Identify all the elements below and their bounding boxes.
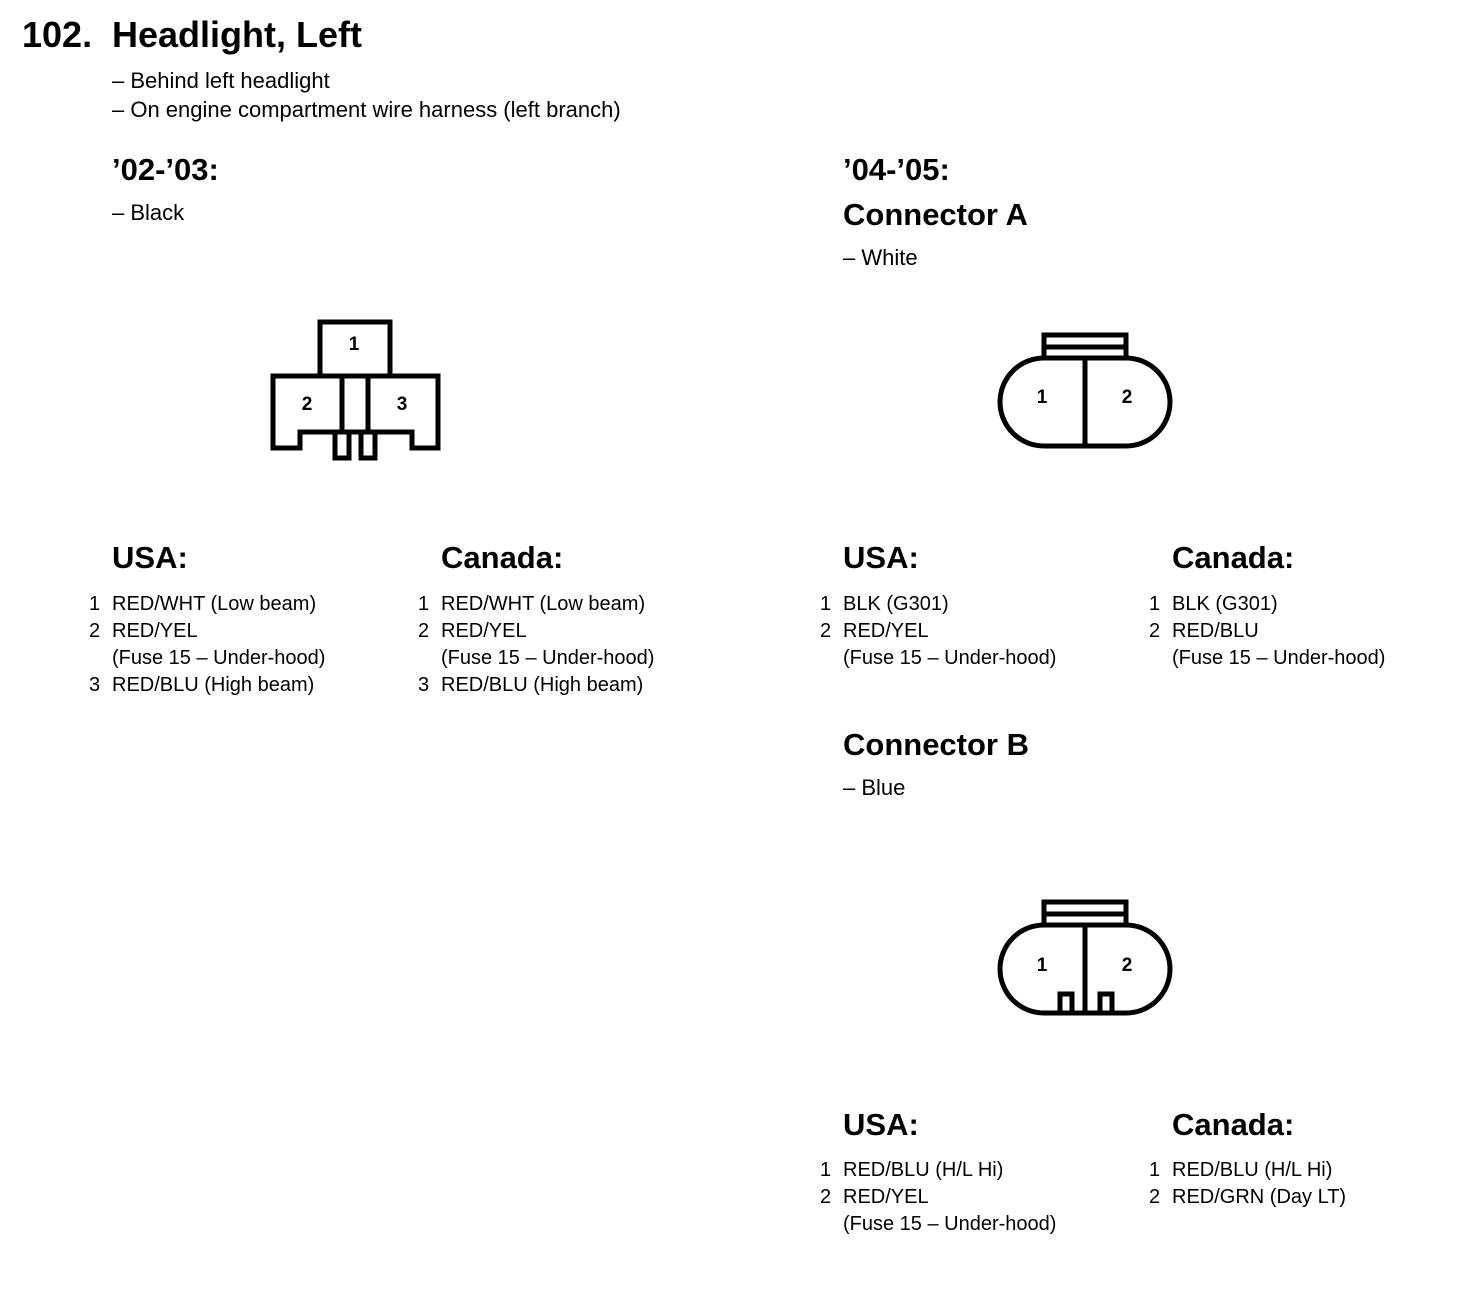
region-heading-canada: Canada: xyxy=(1172,1107,1295,1142)
pin-wire: RED/YEL xyxy=(843,1186,929,1208)
pin-number: 1 xyxy=(418,593,430,615)
location-line-1: – Behind left headlight xyxy=(112,68,330,93)
connector-diagram-0203 xyxy=(262,312,452,472)
pin-row xyxy=(1149,591,1385,618)
pin-number: 2 xyxy=(820,1186,832,1208)
pin-list-usa-0203 xyxy=(89,591,326,699)
connector-b-color: – Blue xyxy=(843,775,906,800)
pin-label: 2 xyxy=(301,394,313,415)
pin-row xyxy=(89,591,325,618)
region-heading-canada: Canada: xyxy=(441,540,564,575)
pin-number: 2 xyxy=(1149,620,1161,642)
pin-row xyxy=(89,618,326,672)
connector-b-diagram xyxy=(990,892,1180,1022)
pin-wire: RED/WHT (Low beam) xyxy=(112,593,317,615)
pin-label: 1 xyxy=(1036,955,1048,976)
years-heading-0405: ’04-’05: xyxy=(843,152,950,187)
pin-wire: RED/WHT (Low beam) xyxy=(441,593,646,615)
region-heading-usa: USA: xyxy=(843,540,919,575)
pin-wire: BLK (G301) xyxy=(1172,593,1278,615)
pin-wire: RED/BLU (H/L Hi) xyxy=(1172,1159,1333,1181)
pin-wire: RED/BLU (High beam) xyxy=(441,674,644,696)
pin-number: 1 xyxy=(89,593,101,615)
latch-tab xyxy=(335,432,349,458)
pin-wire: RED/YEL xyxy=(112,620,198,642)
connector-a-title: Connector A xyxy=(843,197,1028,232)
location-line-2: – On engine compartment wire harness (left branch) xyxy=(112,97,621,122)
pin-number: 2 xyxy=(418,620,430,642)
pin-list-canada-connector-b xyxy=(1149,1157,1347,1211)
page-title: Headlight, Left xyxy=(112,14,362,55)
pin-row xyxy=(418,672,654,699)
connector-a-diagram xyxy=(990,325,1180,455)
region-heading-canada: Canada: xyxy=(1172,540,1295,575)
pin-wire: RED/BLU (High beam) xyxy=(112,674,315,696)
pin-row xyxy=(418,618,655,672)
pin-list-canada-0203 xyxy=(418,591,655,699)
pin-number: 3 xyxy=(418,674,430,696)
pin-row xyxy=(820,1184,1057,1238)
pin-note: (Fuse 15 – Under-hood) xyxy=(112,647,326,669)
pin-note: (Fuse 15 – Under-hood) xyxy=(843,647,1057,669)
pin-note: (Fuse 15 – Under-hood) xyxy=(1172,647,1386,669)
pin-number: 3 xyxy=(89,674,101,696)
region-heading-usa: USA: xyxy=(843,1107,919,1142)
pin-number: 1 xyxy=(820,593,832,615)
pin-wire: RED/BLU xyxy=(1172,620,1259,642)
pin-number: 1 xyxy=(820,1159,832,1181)
pin-row xyxy=(418,591,654,618)
connector-a-color: – White xyxy=(843,245,918,270)
pin-row xyxy=(1149,1157,1346,1184)
pin-note: (Fuse 15 – Under-hood) xyxy=(441,647,655,669)
pin-row xyxy=(1149,618,1386,672)
pin-wire: RED/YEL xyxy=(441,620,527,642)
pin-label: 1 xyxy=(1036,387,1048,408)
pin-wire: RED/GRN (Day LT) xyxy=(1172,1186,1347,1208)
pin-number: 2 xyxy=(820,620,832,642)
pin-wire: RED/YEL xyxy=(843,620,929,642)
connector-color-0203: – Black xyxy=(112,200,185,225)
connector-body xyxy=(273,376,438,448)
pin-list-usa-connector-b xyxy=(820,1157,1057,1238)
pin-row xyxy=(820,591,1056,618)
pin-wire: BLK (G301) xyxy=(843,593,949,615)
pin-note: (Fuse 15 – Under-hood) xyxy=(843,1213,1057,1235)
region-heading-usa: USA: xyxy=(112,540,188,575)
pin-wire: RED/BLU (H/L Hi) xyxy=(843,1159,1004,1181)
pin-number: 1 xyxy=(1149,1159,1161,1181)
pin-row xyxy=(89,672,325,699)
pin-number: 2 xyxy=(89,620,101,642)
years-heading-0203: ’02-’03: xyxy=(112,152,219,187)
pin-row xyxy=(1149,1184,1347,1211)
pin-row xyxy=(820,618,1057,672)
pin-list-usa-connector-a xyxy=(820,591,1057,672)
page-number: 102. xyxy=(22,14,93,55)
pin-list-canada-connector-a xyxy=(1149,591,1386,672)
pin-number: 1 xyxy=(1149,593,1161,615)
latch-tab xyxy=(361,432,375,458)
pin-label: 2 xyxy=(1121,387,1133,408)
pin-row xyxy=(820,1157,1056,1184)
pin-label: 3 xyxy=(396,394,408,415)
pin-label: 1 xyxy=(348,334,360,355)
pin-label: 2 xyxy=(1121,955,1133,976)
pin-number: 2 xyxy=(1149,1186,1161,1208)
connector-b-title: Connector B xyxy=(843,727,1029,762)
